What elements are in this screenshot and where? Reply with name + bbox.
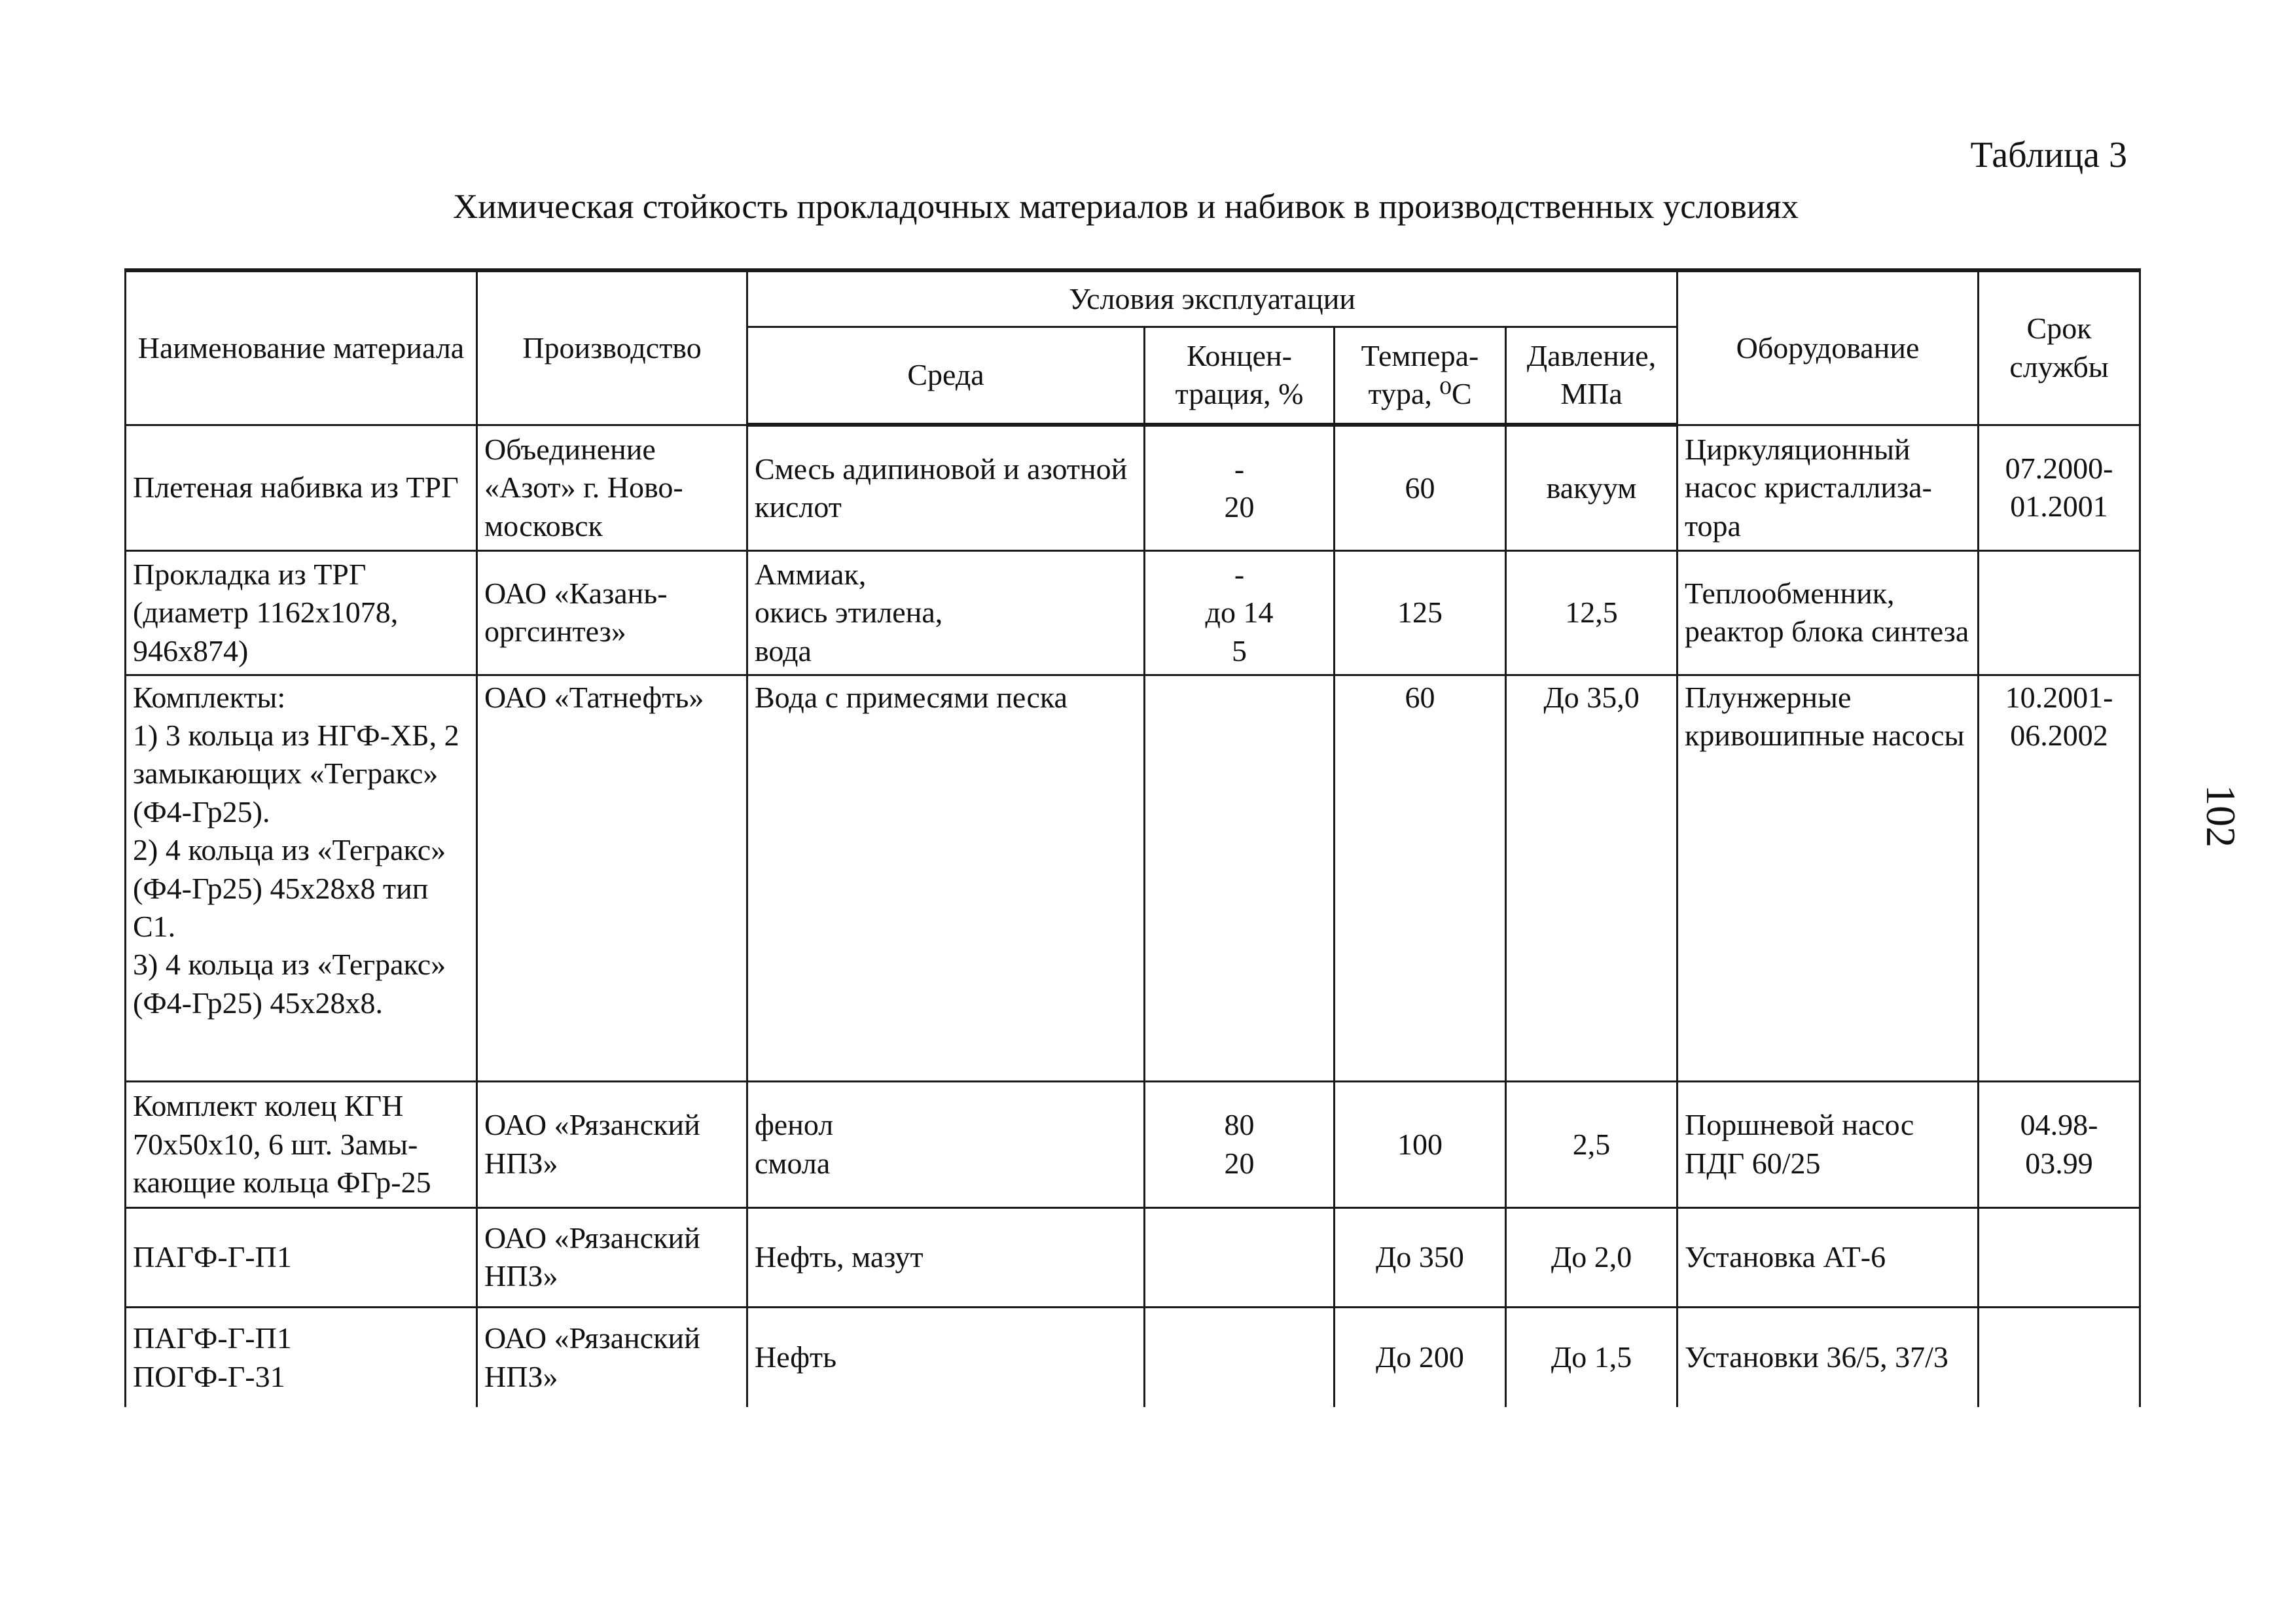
cell-production: ОАО «Рязанский НПЗ» [477, 1207, 747, 1307]
cell-service-life: 07.2000- 01.2001 [1979, 425, 2140, 551]
cell-production: Объединение «Азот» г. Ново-московск [477, 425, 747, 551]
cell-pressure: 2,5 [1506, 1081, 1677, 1207]
header-medium: Среда [747, 327, 1145, 425]
cell-name: Комплекты: 1) 3 кольца из НГФ-ХБ, 2 замыкающих «Тегракс» (Ф4-Гр25). 2) 4 кольца из «Тегракс» (Ф4-Гр25) 45x28x8 тип С1. 3) 4 кольца из «Тегракс» (Ф4-Гр25) 45x28x8. [126, 675, 477, 1081]
cell-production: ОАО «Казань-оргсинтез» [477, 551, 747, 675]
cell-concentration: - 20 [1145, 425, 1335, 551]
table-row [126, 1308, 2140, 1407]
cell-equipment: Установки 36/5, 37/3 [1677, 1308, 1979, 1407]
cell-equipment: Теплообменник, реактор блока синтеза [1677, 551, 1979, 675]
cell-name: ПАГФ-Г-П1 [126, 1207, 477, 1307]
cell-production: ОАО «Татнефть» [477, 675, 747, 1081]
table-row [126, 675, 2140, 1081]
cell-concentration [1145, 675, 1335, 1081]
cell-name: Прокладка из ТРГ (диаметр 1162x1078, 946x874) [126, 551, 477, 675]
header-service-life: Срок службы [1979, 270, 2140, 425]
cell-temperature: 125 [1335, 551, 1506, 675]
cell-pressure: 12,5 [1506, 551, 1677, 675]
cell-concentration [1145, 1308, 1335, 1407]
header-name: Наименование материала [126, 270, 477, 425]
cell-pressure: До 35,0 [1506, 675, 1677, 1081]
cell-medium: фенол смола [747, 1081, 1145, 1207]
cell-service-life: 10.2001- 06.2002 [1979, 675, 2140, 1081]
cell-temperature: До 350 [1335, 1207, 1506, 1307]
header-pressure: Давление, МПа [1506, 327, 1677, 425]
header-temperature: Темпера- тура, ⁰С [1335, 327, 1506, 425]
cell-equipment: Установка АТ-6 [1677, 1207, 1979, 1307]
cell-temperature: 100 [1335, 1081, 1506, 1207]
cell-pressure: вакуум [1506, 425, 1677, 551]
cell-concentration: - до 14 5 [1145, 551, 1335, 675]
cell-concentration [1145, 1207, 1335, 1307]
cell-pressure: До 2,0 [1506, 1207, 1677, 1307]
cell-concentration: 80 20 [1145, 1081, 1335, 1207]
cell-service-life [1979, 1207, 2140, 1307]
table-row [126, 1207, 2140, 1307]
cell-name: ПАГФ-Г-П1 ПОГФ-Г-31 [126, 1308, 477, 1407]
cell-medium: Аммиак, окись этилена, вода [747, 551, 1145, 675]
chemical-resistance-table [124, 268, 2141, 1407]
cell-service-life [1979, 1308, 2140, 1407]
table-label: Таблица 3 [1970, 135, 2127, 175]
cell-production: ОАО «Рязанский НПЗ» [477, 1081, 747, 1207]
cell-temperature: До 200 [1335, 1308, 1506, 1407]
cell-pressure: До 1,5 [1506, 1308, 1677, 1407]
cell-equipment: Поршневой насос ПДГ 60/25 [1677, 1081, 1979, 1207]
page-number: 102 [2198, 785, 2244, 847]
cell-medium: Смесь адипиновой и азотной кислот [747, 425, 1145, 551]
cell-service-life [1979, 551, 2140, 675]
header-concentration: Концен- трация, % [1145, 327, 1335, 425]
table-row [126, 425, 2140, 551]
table-row [126, 1081, 2140, 1207]
header-equipment: Оборудование [1677, 270, 1979, 425]
cell-name: Плетеная набивка из ТРГ [126, 425, 477, 551]
cell-name: Комплект колец КГН 70x50x10, 6 шт. Замы-кающие кольца ФГр-25 [126, 1081, 477, 1207]
cell-temperature: 60 [1335, 425, 1506, 551]
table-row [126, 551, 2140, 675]
cell-equipment: Плунжерные кривошипные насосы [1677, 675, 1979, 1081]
document-title: Химическая стойкость прокладочных материалов и набивок в производственных условиях [453, 188, 1799, 226]
cell-service-life: 04.98- 03.99 [1979, 1081, 2140, 1207]
header-conditions: Условия эксплуатации [747, 270, 1677, 327]
cell-medium: Нефть, мазут [747, 1207, 1145, 1307]
cell-equipment: Циркуляционный насос кристаллиза-тора [1677, 425, 1979, 551]
cell-temperature: 60 [1335, 675, 1506, 1081]
cell-medium: Вода с примесями песка [747, 675, 1145, 1081]
cell-production: ОАО «Рязанский НПЗ» [477, 1308, 747, 1407]
header-production: Производство [477, 270, 747, 425]
cell-medium: Нефть [747, 1308, 1145, 1407]
